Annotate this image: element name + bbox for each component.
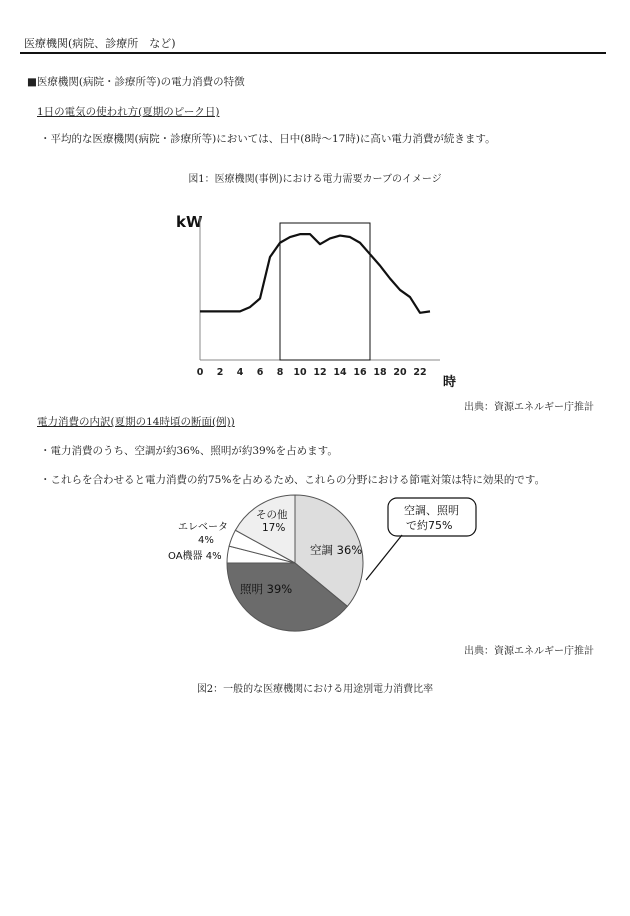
y-axis-label: kW (176, 213, 203, 231)
x-tick-label: 12 (313, 367, 327, 378)
x-tick-label: 20 (393, 367, 407, 378)
slice-label-other-value: 17% (262, 522, 286, 534)
power-demand-line-chart (170, 205, 470, 395)
slice-label-oa: OA機器 4% (168, 551, 222, 562)
callout-line1: 空調、照明 (404, 504, 459, 517)
section-heading: ■医療機関(病院・診療所等)の電力消費の特徴 (27, 76, 245, 88)
x-tick-label: 14 (333, 367, 347, 378)
x-tick-label: 2 (216, 367, 224, 378)
x-tick-label: 0 (196, 367, 204, 378)
header-divider (20, 52, 606, 54)
subheading-breakdown: 電力消費の内訳(夏期の14時頃の断面(例)) (37, 416, 235, 428)
slice-label-other-name: その他 (256, 509, 288, 521)
x-tick-label: 6 (256, 367, 264, 378)
bullet-effective-measures: ・これらを合わせると電力消費の約75%を占めるため、これらの分野における節電対策は特に効果的です。 (40, 474, 546, 486)
x-tick-label: 22 (413, 367, 427, 378)
x-tick-label: 8 (276, 367, 284, 378)
figure1-caption: 図1：医療機関(事例)における電力需要カーブのイメージ (188, 174, 442, 185)
header-title: 医療機関(病院、診療所 など) (24, 37, 176, 50)
slice-label-elevator-value: 4% (198, 535, 214, 546)
bullet-daytime-usage: ・平均的な医療機関(病院・診療所等)においては、日中(8時～17時)に高い電力消費が続きます。 (40, 133, 496, 145)
slice-label-lighting: 照明 39% (240, 582, 293, 596)
callout-line2: で約75% (406, 519, 453, 532)
demand-series-line (200, 234, 430, 313)
daytime-highlight-box (280, 223, 370, 360)
x-tick-label: 10 (293, 367, 307, 378)
x-tick-label: 18 (373, 367, 387, 378)
figure2-caption: 図2：一般的な医療機関における用途別電力消費比率 (196, 684, 434, 695)
x-tick-label: 16 (353, 367, 367, 378)
figure2-source: 出典：資源エネルギー庁推計 (464, 646, 594, 657)
callout-pointer (366, 535, 402, 580)
x-tick-label: 4 (236, 367, 244, 378)
subheading-daily-usage: 1日の電気の使われ方(夏期のピーク日) (37, 106, 220, 118)
figure1-source: 出典：資源エネルギー庁推計 (464, 402, 594, 413)
slice-label-aircon: 空調 36% (310, 543, 363, 557)
slice-label-elevator-name: エレベータ (178, 522, 228, 533)
x-axis-label: 時 (443, 375, 457, 390)
bullet-share: ・電力消費のうち、空調が約36%、照明が約39%を占めます。 (40, 445, 338, 457)
usage-ratio-pie-chart (160, 488, 490, 638)
